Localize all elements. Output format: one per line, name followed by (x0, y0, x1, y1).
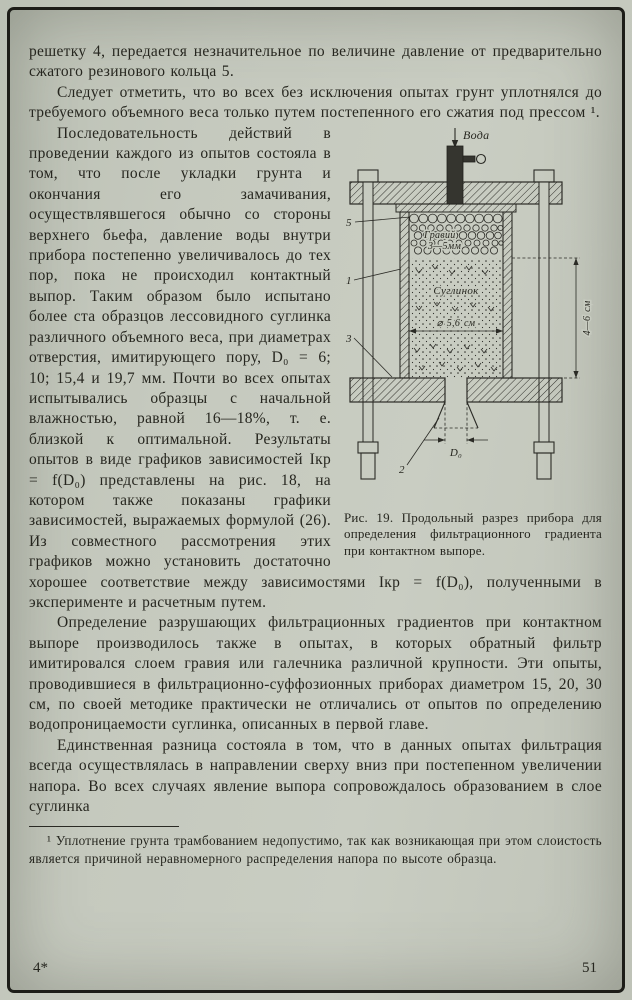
page-footer (33, 960, 597, 977)
apparatus-diagram (344, 126, 602, 498)
body-paragraph-4: Определение разрушающих фильтрационных градиентов при контактном выпоре производилось также в опытах, в которых обратный фильтр имитировался слоем гравия или галечника различной крупности. Эти опыты, проводившиеся в фильтрационно-суффозионных приборах диаметром 15, 20, 30 см, по своей методике практически не отличались от опытов по определению водопроницаемости суглинка, описанных в первой главе. (29, 614, 602, 734)
hole-diameter-label: D₀ (449, 446, 463, 459)
water-inlet-arrow-icon (452, 128, 458, 148)
gravel-label-line2: 3—5мм (428, 240, 462, 252)
page-content (29, 42, 602, 867)
signature-mark: 4* (33, 960, 48, 976)
outflow-funnel (434, 402, 478, 428)
callout-5: 5 (346, 216, 352, 229)
top-flange (396, 204, 516, 212)
tie-rod-right (539, 182, 549, 442)
gravel-label-line1: Гравий (424, 229, 456, 241)
bottom-nut-left (358, 442, 378, 453)
page-frame (7, 7, 625, 993)
cylinder-wall-right (503, 212, 512, 378)
figure-19 (344, 126, 602, 560)
top-nut-right (534, 170, 554, 182)
body-paragraph-2: Следует отметить, что во всех без исключения опытах грунт уплотнялся до требуемого объемного веса только путем постепенного его сжатия под прессом ¹. (29, 83, 602, 122)
top-nut-left (358, 170, 378, 182)
footnote-text: ¹ Уплотнение грунта трамбованием недопустимо, так как возникающая при этом слоистость является причиной неравномерного распределения напора по высоте образца. (29, 833, 602, 866)
figure-caption: Рис. 19. Продольный разрез прибора для определения фильтрационного градиента при контактном выпоре. (344, 509, 602, 559)
footnote-rule (29, 826, 179, 827)
body-paragraph-5: Единственная разница состояла в том, что в данных опытах фильтрация всегда осуществлялась в направлении сверху вниз при постепенном увеличении напора. Во всех случаях явление выпора сопровождалось образованием в слое суглинка (29, 736, 602, 816)
water-label: Вода (463, 127, 490, 142)
valve-handle (477, 154, 486, 163)
foot-left (361, 453, 375, 479)
diameter-label: ⌀ 5,6 см (436, 317, 476, 329)
callout-3: 3 (346, 332, 352, 345)
height-dimension-label: 4—6 см (582, 300, 593, 336)
callout-1: 1 (346, 274, 352, 287)
foot-right (537, 453, 551, 479)
cylinder-wall-left (400, 212, 409, 378)
callout-2: 2 (399, 463, 405, 476)
rubber-ring-row (410, 214, 503, 223)
inlet-pipe (447, 146, 463, 204)
bottom-plate-right (467, 378, 562, 402)
bottom-plate-left (350, 378, 445, 402)
page-number: 51 (582, 960, 597, 976)
valve-stem (463, 156, 475, 162)
bottom-nut-right (534, 442, 554, 453)
loam-label: Суглинок (433, 284, 479, 297)
body-paragraph-1: решетку 4, передается незначительное по величине давление от предварительно сжатого резинового кольца 5. (29, 43, 602, 81)
body-paragraph-3: Последовательность действий в проведении каждого из опытов состояла в том, что после укладки грунта и окончания его замачивания, осуществлявшегося обычно со стороны верхнего бьефа, давление воды внутри прибора постепенно увеличивалось до тех пор, пока не происходил контактный выпор. Таким образом было испытано более ста образцов лессовидного суглинка различного объемного веса, при диаметрах отверстия, имитирующего пору, D₀ = 6; 10; 15,4 и 19,7 мм. Почти во всех опытах испытывались образцы с начальной влажностью, равной 16—18%, т. е. близкой к оптимальной. Результаты опытов в виде графиков зависимостей Iкр = f(D₀) представлены на рис. 18, на котором также показаны графики зависимостей, выражаемых формулой (26). Из совместного рассмотрения этих графиков можно установить достаточно хорошее соответствие между зависимостями Iкр = f(D₀), полученными в эксперименте и расчетным путем. (29, 124, 602, 611)
